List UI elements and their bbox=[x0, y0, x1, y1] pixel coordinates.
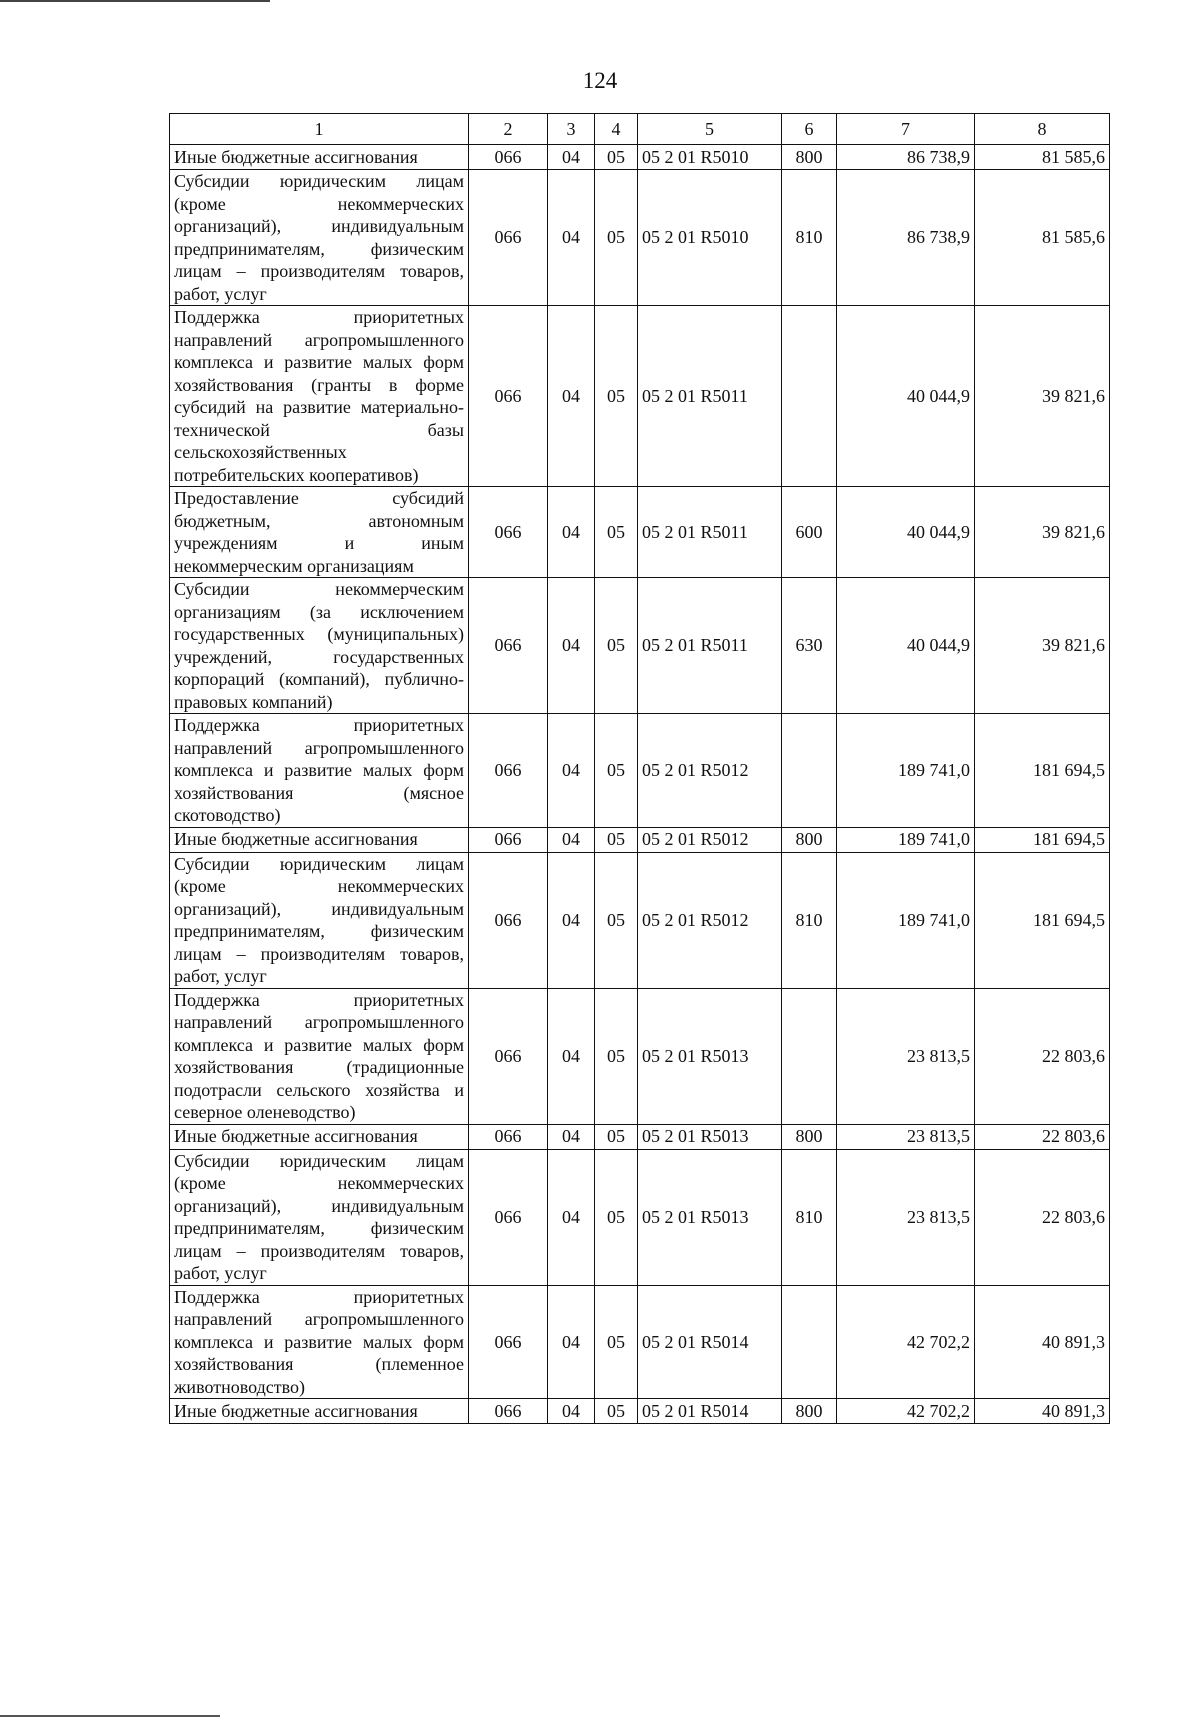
row-name-cell: Иные бюджетные ассигнования bbox=[170, 1399, 469, 1424]
row-name-cell: Поддержка приоритетных направлений агропромышленного комплекса и развитие малых форм хозяйствования (мясное скотоводство) bbox=[170, 714, 469, 828]
amount-col8-cell: 81 585,6 bbox=[975, 170, 1110, 306]
subsection-code-cell: 05 bbox=[595, 1399, 638, 1424]
table-row bbox=[170, 827, 1110, 852]
amount-col7-cell: 189 741,0 bbox=[837, 827, 975, 852]
expense-type-cell: 800 bbox=[782, 1124, 837, 1149]
amount-col8-cell: 40 891,3 bbox=[975, 1285, 1110, 1399]
amount-col7-cell: 23 813,5 bbox=[837, 1124, 975, 1149]
amount-col8-cell: 22 803,6 bbox=[975, 1149, 1110, 1285]
expense-type-cell: 800 bbox=[782, 145, 837, 170]
expense-type-cell: 800 bbox=[782, 827, 837, 852]
amount-col8-cell: 81 585,6 bbox=[975, 145, 1110, 170]
section-code-cell: 04 bbox=[548, 714, 595, 828]
table-row bbox=[170, 852, 1110, 988]
target-article-cell: 05 2 01 R5010 bbox=[638, 145, 782, 170]
ministry-code-cell: 066 bbox=[469, 1124, 548, 1149]
row-name-cell: Иные бюджетные ассигнования bbox=[170, 827, 469, 852]
row-name-cell: Предоставление субсидий бюджетным, автономным учреждениям и иным некоммерческим организациям bbox=[170, 487, 469, 578]
subsection-code-cell: 05 bbox=[595, 145, 638, 170]
table-row bbox=[170, 714, 1110, 828]
ministry-code-cell: 066 bbox=[469, 1149, 548, 1285]
scan-edge-line-top bbox=[0, 0, 270, 2]
section-code-cell: 04 bbox=[548, 170, 595, 306]
expense-type-cell bbox=[782, 1285, 837, 1399]
target-article-cell: 05 2 01 R5010 bbox=[638, 170, 782, 306]
amount-col8-cell: 22 803,6 bbox=[975, 1124, 1110, 1149]
subsection-code-cell: 05 bbox=[595, 714, 638, 828]
row-name-cell: Субсидии юридическим лицам (кроме некоммерческих организаций), индивидуальным предпринимателям, физическим лицам – производителям товаров, работ, услуг bbox=[170, 170, 469, 306]
section-code-cell: 04 bbox=[548, 827, 595, 852]
table-row bbox=[170, 988, 1110, 1124]
amount-col7-cell: 40 044,9 bbox=[837, 578, 975, 714]
subsection-code-cell: 05 bbox=[595, 1149, 638, 1285]
column-header: 8 bbox=[975, 114, 1110, 145]
ministry-code-cell: 066 bbox=[469, 306, 548, 487]
ministry-code-cell: 066 bbox=[469, 487, 548, 578]
table-row bbox=[170, 487, 1110, 578]
table-row bbox=[170, 1124, 1110, 1149]
target-article-cell: 05 2 01 R5014 bbox=[638, 1399, 782, 1424]
section-code-cell: 04 bbox=[548, 145, 595, 170]
target-article-cell: 05 2 01 R5012 bbox=[638, 852, 782, 988]
amount-col8-cell: 181 694,5 bbox=[975, 714, 1110, 828]
expense-type-cell: 600 bbox=[782, 487, 837, 578]
ministry-code-cell: 066 bbox=[469, 170, 548, 306]
table-row bbox=[170, 145, 1110, 170]
column-header: 2 bbox=[469, 114, 548, 145]
target-article-cell: 05 2 01 R5013 bbox=[638, 1124, 782, 1149]
amount-col7-cell: 189 741,0 bbox=[837, 714, 975, 828]
subsection-code-cell: 05 bbox=[595, 988, 638, 1124]
amount-col8-cell: 40 891,3 bbox=[975, 1399, 1110, 1424]
section-code-cell: 04 bbox=[548, 1399, 595, 1424]
amount-col7-cell: 189 741,0 bbox=[837, 852, 975, 988]
expense-type-cell bbox=[782, 306, 837, 487]
amount-col8-cell: 22 803,6 bbox=[975, 988, 1110, 1124]
expense-type-cell: 810 bbox=[782, 1149, 837, 1285]
ministry-code-cell: 066 bbox=[469, 988, 548, 1124]
amount-col7-cell: 86 738,9 bbox=[837, 170, 975, 306]
subsection-code-cell: 05 bbox=[595, 1124, 638, 1149]
amount-col8-cell: 39 821,6 bbox=[975, 487, 1110, 578]
row-name-cell: Иные бюджетные ассигнования bbox=[170, 1124, 469, 1149]
section-code-cell: 04 bbox=[548, 1124, 595, 1149]
section-code-cell: 04 bbox=[548, 1149, 595, 1285]
subsection-code-cell: 05 bbox=[595, 827, 638, 852]
ministry-code-cell: 066 bbox=[469, 1399, 548, 1424]
table-row bbox=[170, 578, 1110, 714]
subsection-code-cell: 05 bbox=[595, 852, 638, 988]
expense-type-cell: 810 bbox=[782, 170, 837, 306]
amount-col7-cell: 42 702,2 bbox=[837, 1285, 975, 1399]
subsection-code-cell: 05 bbox=[595, 306, 638, 487]
section-code-cell: 04 bbox=[548, 306, 595, 487]
column-header: 3 bbox=[548, 114, 595, 145]
amount-col7-cell: 23 813,5 bbox=[837, 988, 975, 1124]
ministry-code-cell: 066 bbox=[469, 827, 548, 852]
column-header: 6 bbox=[782, 114, 837, 145]
row-name-cell: Субсидии юридическим лицам (кроме некоммерческих организаций), индивидуальным предпринимателям, физическим лицам – производителям товаров, работ, услуг bbox=[170, 1149, 469, 1285]
ministry-code-cell: 066 bbox=[469, 1285, 548, 1399]
section-code-cell: 04 bbox=[548, 578, 595, 714]
expense-type-cell: 800 bbox=[782, 1399, 837, 1424]
page-number: 124 bbox=[582, 68, 618, 93]
expense-type-cell: 630 bbox=[782, 578, 837, 714]
amount-col7-cell: 40 044,9 bbox=[837, 306, 975, 487]
subsection-code-cell: 05 bbox=[595, 487, 638, 578]
target-article-cell: 05 2 01 R5011 bbox=[638, 306, 782, 487]
row-name-cell: Поддержка приоритетных направлений агропромышленного комплекса и развитие малых форм хозяйствования (племенное животноводство) bbox=[170, 1285, 469, 1399]
table-row bbox=[170, 306, 1110, 487]
expense-type-cell: 810 bbox=[782, 852, 837, 988]
table-row bbox=[170, 1285, 1110, 1399]
row-name-cell: Поддержка приоритетных направлений агропромышленного комплекса и развитие малых форм хозяйствования (гранты в форме субсидий на развитие материально-технической базы сельскохозяйственных потребительских кооперативов) bbox=[170, 306, 469, 487]
table-row bbox=[170, 1399, 1110, 1424]
amount-col7-cell: 42 702,2 bbox=[837, 1399, 975, 1424]
table-row bbox=[170, 1149, 1110, 1285]
expense-type-cell bbox=[782, 714, 837, 828]
target-article-cell: 05 2 01 R5012 bbox=[638, 714, 782, 828]
amount-col7-cell: 40 044,9 bbox=[837, 487, 975, 578]
section-code-cell: 04 bbox=[548, 988, 595, 1124]
amount-col8-cell: 181 694,5 bbox=[975, 852, 1110, 988]
target-article-cell: 05 2 01 R5013 bbox=[638, 1149, 782, 1285]
row-name-cell: Субсидии некоммерческим организациям (за исключением государственных (муниципальных) учреждений, государственных корпораций (компаний), публично-правовых компаний) bbox=[170, 578, 469, 714]
ministry-code-cell: 066 bbox=[469, 578, 548, 714]
target-article-cell: 05 2 01 R5011 bbox=[638, 578, 782, 714]
target-article-cell: 05 2 01 R5014 bbox=[638, 1285, 782, 1399]
ministry-code-cell: 066 bbox=[469, 145, 548, 170]
table-header-row bbox=[170, 114, 1110, 145]
expense-type-cell bbox=[782, 988, 837, 1124]
section-code-cell: 04 bbox=[548, 852, 595, 988]
subsection-code-cell: 05 bbox=[595, 578, 638, 714]
amount-col8-cell: 39 821,6 bbox=[975, 306, 1110, 487]
subsection-code-cell: 05 bbox=[595, 170, 638, 306]
section-code-cell: 04 bbox=[548, 487, 595, 578]
target-article-cell: 05 2 01 R5011 bbox=[638, 487, 782, 578]
budget-table bbox=[169, 113, 1110, 1424]
scan-edge-line-bottom bbox=[0, 1715, 220, 1717]
amount-col8-cell: 39 821,6 bbox=[975, 578, 1110, 714]
row-name-cell: Поддержка приоритетных направлений агропромышленного комплекса и развитие малых форм хозяйствования (традиционные подотрасли сельского хозяйства и северное оленеводство) bbox=[170, 988, 469, 1124]
row-name-cell: Субсидии юридическим лицам (кроме некоммерческих организаций), индивидуальным предпринимателям, физическим лицам – производителям товаров, работ, услуг bbox=[170, 852, 469, 988]
table-body bbox=[170, 114, 1110, 1424]
ministry-code-cell: 066 bbox=[469, 852, 548, 988]
amount-col8-cell: 181 694,5 bbox=[975, 827, 1110, 852]
target-article-cell: 05 2 01 R5013 bbox=[638, 988, 782, 1124]
section-code-cell: 04 bbox=[548, 1285, 595, 1399]
column-header: 4 bbox=[595, 114, 638, 145]
column-header: 1 bbox=[170, 114, 469, 145]
column-header: 5 bbox=[638, 114, 782, 145]
amount-col7-cell: 23 813,5 bbox=[837, 1149, 975, 1285]
row-name-cell: Иные бюджетные ассигнования bbox=[170, 145, 469, 170]
column-header: 7 bbox=[837, 114, 975, 145]
subsection-code-cell: 05 bbox=[595, 1285, 638, 1399]
amount-col7-cell: 86 738,9 bbox=[837, 145, 975, 170]
table-row bbox=[170, 170, 1110, 306]
ministry-code-cell: 066 bbox=[469, 714, 548, 828]
target-article-cell: 05 2 01 R5012 bbox=[638, 827, 782, 852]
